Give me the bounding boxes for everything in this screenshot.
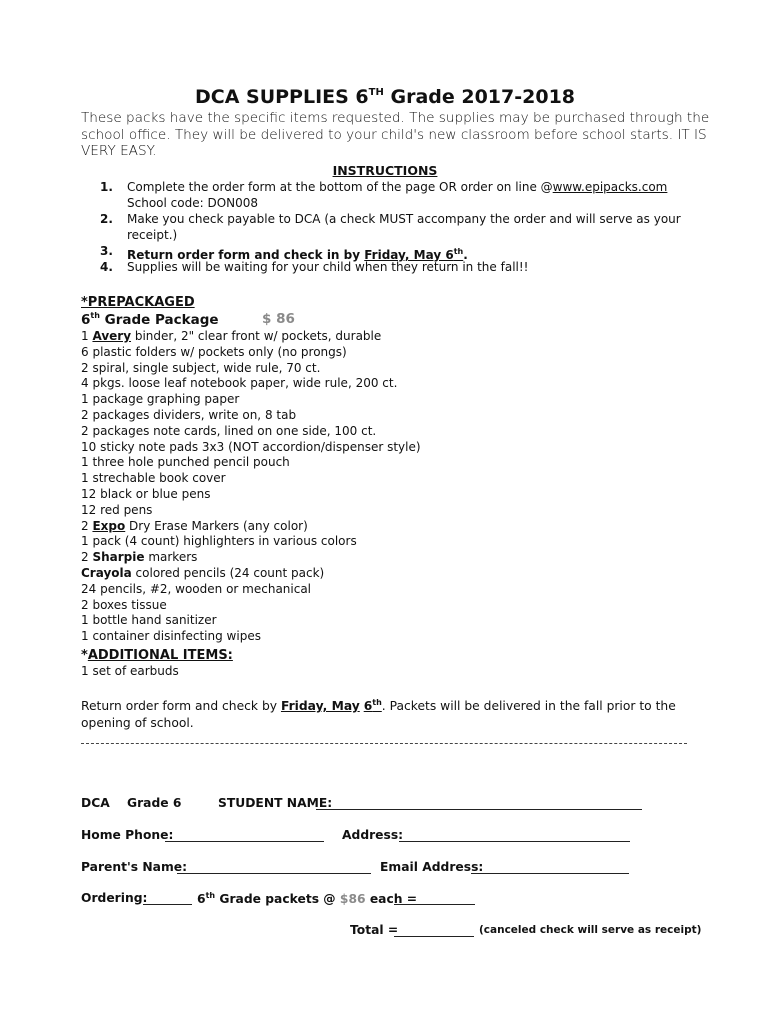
packets-price: $86 — [339, 892, 366, 906]
cut-line — [81, 743, 687, 744]
email-address-label: Email Address: — [380, 860, 484, 874]
student-name-field[interactable] — [316, 796, 642, 810]
supply-item: 1 container disinfecting wipes — [81, 629, 261, 644]
brand-name: Sharpie — [92, 550, 145, 565]
supply-item: 2 packages dividers, write on, 8 tab — [81, 407, 297, 422]
title-sup: TH — [368, 87, 384, 98]
ordering-quantity-field[interactable] — [143, 891, 192, 905]
due-date: Friday, May 6th — [364, 247, 464, 262]
title-text: DCA SUPPLIES 6 — [194, 86, 369, 108]
supply-item: 1 Avery binder, 2" clear front w/ pockets, durable — [81, 329, 382, 343]
supply-item: 2 Sharpie markers — [81, 550, 198, 565]
supply-item: 24 pencils, #2, wooden or mechanical — [81, 581, 312, 596]
supply-item: 1 pack (4 count) highlighters in various colors — [81, 534, 357, 549]
instruction-number: 1. — [100, 180, 113, 194]
school-code: School code: DON008 — [127, 195, 259, 210]
supply-item: 2 spiral, single subject, wide rule, 70 ct. — [81, 360, 321, 375]
home-phone-label: Home Phone: — [81, 828, 174, 842]
ordering-label: Ordering: — [81, 891, 148, 905]
supply-item: 2 packages note cards, lined on one side, 100 ct. — [81, 423, 377, 438]
epipacks-link[interactable]: www.epipacks.com — [552, 180, 668, 194]
student-name-label: STUDENT NAME: — [218, 796, 333, 810]
supply-item: 2 Expo Dry Erase Markers (any color) — [81, 518, 308, 533]
supply-item: 12 black or blue pens — [81, 486, 211, 501]
instruction-number: 2. — [100, 212, 113, 226]
packets-label: 6th Grade packets @ $86 each = — [197, 891, 418, 906]
intro-paragraph: These packs have the specific items requested. The supplies may be purchased through the school office. They will be delivered to your child's new classroom before school starts. IT IS VERY EASY. — [81, 110, 710, 159]
supply-item: 4 pkgs. loose leaf notebook paper, wide rule, 200 ct. — [81, 376, 398, 391]
footer-note: Return order form and check by Friday, May 6th. Packets will be delivered in the fall prior to the opening of school. — [81, 698, 676, 730]
prepackaged-heading: *PREPACKAGED — [81, 295, 195, 310]
instruction-text: Make you check payable to DCA (a check MUST accompany the order and will serve as your receipt.) — [127, 212, 681, 242]
brand-name: Avery — [92, 329, 132, 343]
instruction-number: 4. — [100, 260, 113, 274]
address-field[interactable] — [399, 828, 630, 842]
supply-list — [81, 329, 681, 645]
instruction-text: Supplies will be waiting for your child when they return in the fall!! — [127, 260, 529, 274]
supply-item: 1 strechable book cover — [81, 471, 226, 486]
grade-label: Grade 6 — [127, 796, 182, 810]
parents-name-label: Parent's Name: — [81, 860, 188, 874]
total-label: Total = — [350, 923, 399, 937]
package-price: $ 86 — [262, 311, 295, 327]
supply-item: 12 red pens — [81, 502, 153, 517]
total-field[interactable] — [394, 923, 474, 937]
supply-item: Crayola colored pencils (24 count pack) — [81, 565, 325, 580]
supply-item: 2 boxes tissue — [81, 597, 167, 612]
package-title: 6th Grade Package — [81, 311, 219, 328]
instruction-text: Complete the order form at the bottom of the page OR order on line @www.epipacks.com School code: DON008 — [127, 180, 668, 210]
supply-item: 10 sticky note pads 3x3 (NOT accordion/dispenser style) — [81, 439, 421, 454]
supply-item: 1 three hole punched pencil pouch — [81, 455, 290, 470]
instruction-text: Return order form and check in by Friday, May 6th. — [127, 247, 468, 262]
email-address-field[interactable] — [471, 860, 629, 874]
title-rest: Grade 2017-2018 — [383, 86, 576, 108]
additional-item: 1 set of earbuds — [81, 664, 179, 678]
additional-heading: *ADDITIONAL ITEMS: — [81, 648, 233, 663]
instructions-heading: INSTRUCTIONS — [332, 163, 438, 178]
brand-name: Crayola — [81, 565, 132, 580]
receipt-note: (canceled check will serve as receipt) — [479, 924, 702, 936]
supply-item: 1 bottle hand sanitizer — [81, 613, 217, 628]
dca-label: DCA — [81, 796, 110, 810]
address-label: Address: — [342, 828, 404, 842]
page-title — [0, 86, 770, 108]
parents-name-field[interactable] — [177, 860, 371, 874]
home-phone-field[interactable] — [165, 828, 324, 842]
instruction-number: 3. — [100, 244, 113, 258]
brand-name: Expo — [92, 518, 126, 533]
supply-item: 1 package graphing paper — [81, 392, 240, 407]
supply-item: 6 plastic folders w/ pockets only (no prongs) — [81, 344, 347, 359]
ordering-amount-field[interactable] — [394, 891, 475, 905]
